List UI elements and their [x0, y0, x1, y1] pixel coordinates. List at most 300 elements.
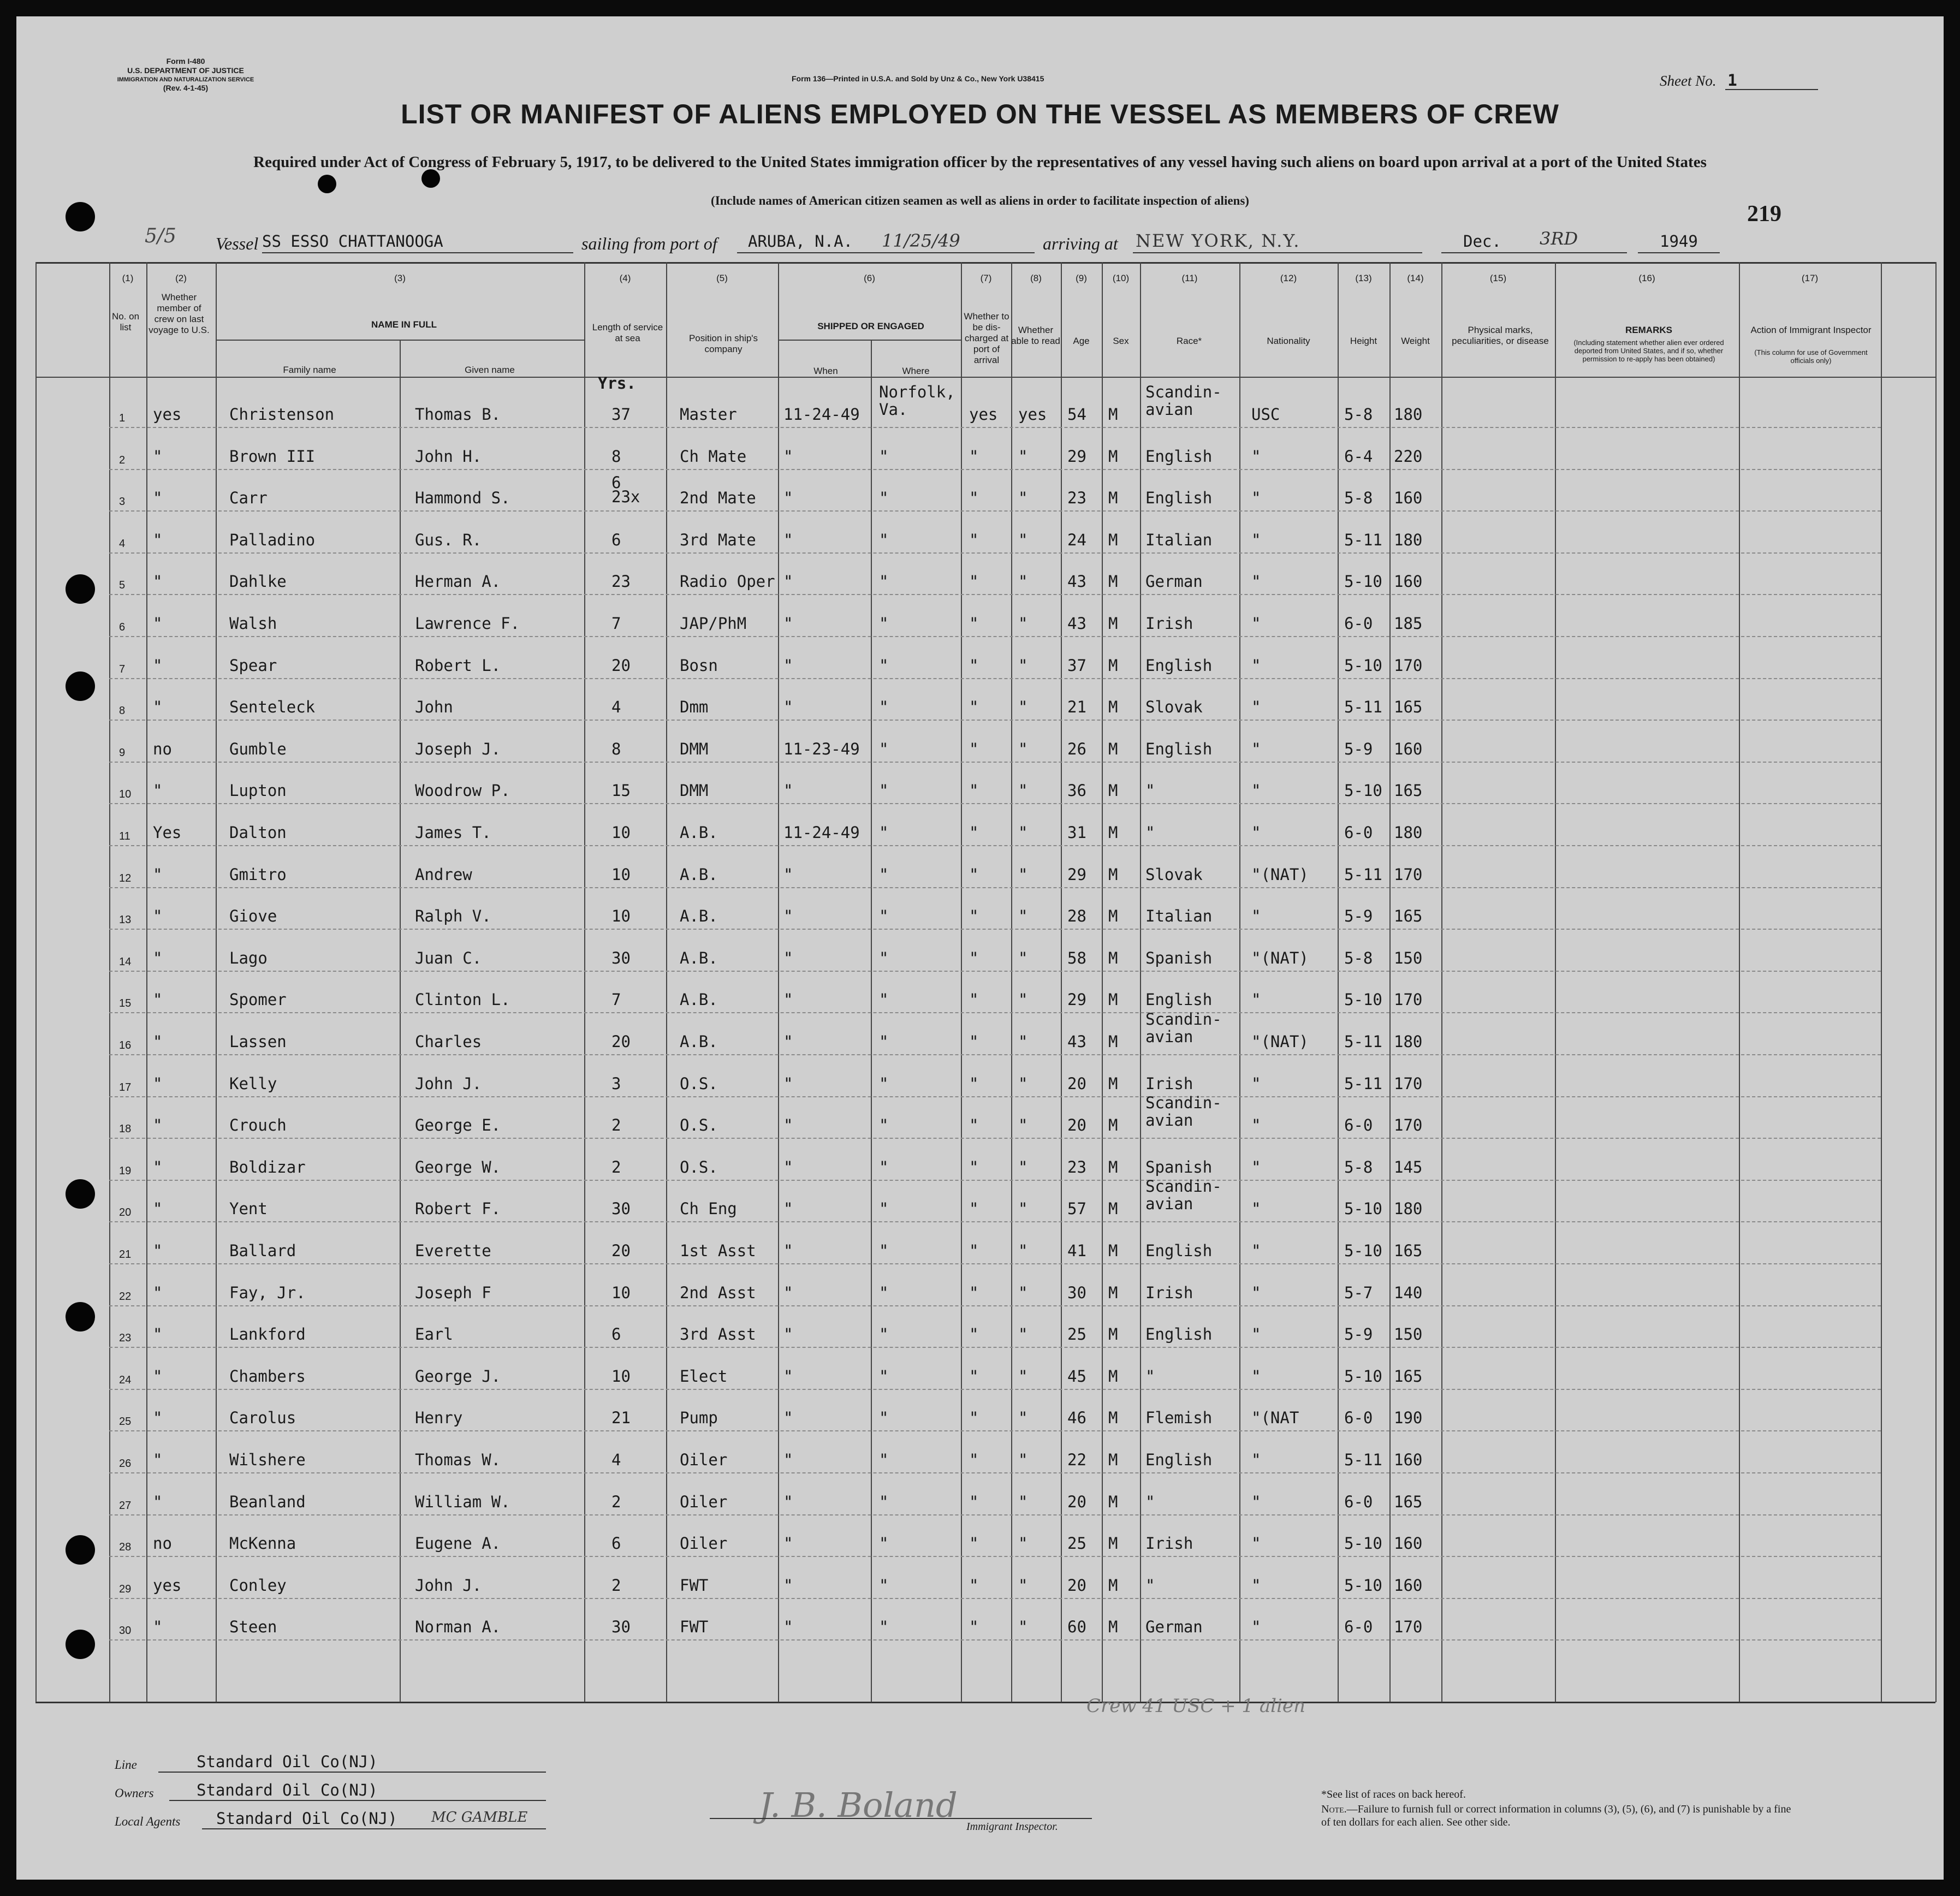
crew-given-name: Robert F.: [415, 1199, 501, 1219]
crew-sex: M: [1108, 1618, 1118, 1637]
crew-nationality: ": [1251, 739, 1261, 758]
row-rule: [109, 1012, 1881, 1013]
crew-age: 36: [1067, 781, 1086, 800]
fine-note: [1321, 1803, 1802, 1829]
crew-row-number: 7: [119, 663, 126, 675]
crew-service-years: 2: [611, 1157, 621, 1176]
crew-shipped-where: ": [879, 447, 889, 466]
crew-race: Slovak: [1145, 698, 1203, 717]
crew-service-years: 7: [611, 990, 621, 1009]
crew-nationality: ": [1251, 1492, 1261, 1511]
crew-age: 54: [1067, 405, 1086, 424]
crew-last-voyage: ": [153, 865, 163, 884]
crew-race: ": [1145, 1366, 1155, 1386]
crew-given-name: Earl: [415, 1325, 453, 1344]
when-header: When: [813, 366, 838, 376]
crew-shipped-where: ": [879, 1366, 889, 1386]
crew-weight: 160: [1394, 489, 1423, 508]
column-rule: [1011, 262, 1012, 1702]
crew-last-voyage: ": [153, 907, 163, 926]
crew-given-name: Hammond S.: [415, 489, 510, 508]
crew-race: Scandin- avian: [1145, 1093, 1222, 1130]
crew-last-voyage: ": [153, 1492, 163, 1511]
crew-able-to-read: ": [1018, 1199, 1028, 1219]
row-rule: [109, 594, 1881, 595]
crew-position: Pump: [680, 1408, 718, 1428]
crew-able-to-read: ": [1018, 572, 1028, 591]
arrival-day: 3RD: [1540, 228, 1578, 249]
crew-sex: M: [1108, 1408, 1118, 1428]
column-number: (7): [980, 273, 992, 283]
row-rule: [109, 1305, 1881, 1306]
crew-weight: 170: [1394, 1074, 1423, 1093]
crew-service-years: 20: [611, 656, 631, 675]
crew-position: Oiler: [680, 1534, 728, 1553]
crew-position: Elect: [680, 1366, 728, 1386]
crew-race: Spanish: [1145, 948, 1213, 967]
crew-able-to-read: ": [1018, 1032, 1028, 1051]
crew-given-name: William W.: [415, 1492, 510, 1511]
crew-weight: 170: [1394, 656, 1423, 675]
crew-shipped-where: ": [879, 1241, 889, 1260]
crew-nationality: ": [1251, 530, 1261, 549]
crew-family-name: Lankford: [229, 1325, 306, 1344]
crew-given-name: Juan C.: [415, 948, 482, 967]
crew-shipped-when: ": [783, 1492, 793, 1511]
row-rule: [109, 510, 1881, 512]
crew-nationality: ": [1251, 447, 1261, 466]
crew-able-to-read: ": [1018, 781, 1028, 800]
crew-shipped-when: 11-24-49: [783, 405, 860, 424]
crew-able-to-read: ": [1018, 698, 1028, 717]
years-unit: Yrs.: [598, 374, 636, 393]
crew-age: 29: [1067, 865, 1086, 884]
col14-header: Weight: [1401, 336, 1430, 346]
arriving-port: NEW YORK, N.Y.: [1136, 230, 1300, 251]
col12-header: Nationality: [1267, 336, 1310, 346]
crew-weight: 170: [1394, 1618, 1423, 1637]
crew-discharged: ": [969, 1325, 979, 1344]
crew-family-name: Spear: [229, 656, 277, 675]
crew-last-voyage: ": [153, 1325, 163, 1344]
crew-position: A.B.: [680, 1032, 718, 1051]
crew-row-number: 17: [119, 1081, 132, 1093]
crew-nationality: ": [1251, 781, 1261, 800]
crew-weight: 180: [1394, 1199, 1423, 1219]
crew-shipped-where: ": [879, 614, 889, 633]
crew-shipped-when: ": [783, 1325, 793, 1344]
crew-nationality: ": [1251, 1116, 1261, 1135]
row-rule: [109, 803, 1881, 804]
crew-position: DMM: [680, 781, 709, 800]
crew-service-years: 21: [611, 1408, 631, 1428]
crew-last-voyage: ": [153, 489, 163, 508]
crew-service-years: 10: [611, 907, 631, 926]
column-rule: [961, 262, 962, 1702]
row-rule: [109, 720, 1881, 721]
crew-height: 6-0: [1344, 1116, 1373, 1135]
crew-weight: 145: [1394, 1157, 1423, 1176]
row-rule: [109, 1138, 1881, 1139]
crew-given-name: Charles: [415, 1032, 482, 1051]
crew-age: 43: [1067, 1032, 1086, 1051]
crew-weight: 180: [1394, 1032, 1423, 1051]
crew-able-to-read: ": [1018, 1451, 1028, 1469]
col17-note: (This column for use of Government officials only): [1754, 348, 1868, 365]
crew-age: 20: [1067, 1074, 1086, 1093]
crew-family-name: Spomer: [229, 990, 287, 1009]
crew-race: ": [1145, 781, 1155, 800]
row-rule: [109, 552, 1881, 554]
crew-sex: M: [1108, 1157, 1118, 1176]
where-header: Where: [902, 366, 930, 376]
crew-age: 21: [1067, 698, 1086, 717]
crew-height: 5-10: [1344, 656, 1382, 675]
crew-nationality: "(NAT): [1251, 948, 1309, 967]
crew-position: Dmm: [680, 698, 709, 717]
crew-nationality: USC: [1251, 405, 1280, 424]
crew-row-number: 21: [119, 1249, 132, 1261]
row-rule: [109, 971, 1881, 972]
sailing-port: ARUBA, N.A.: [748, 232, 853, 251]
crew-row-number: 14: [119, 955, 132, 968]
crew-weight: 170: [1394, 1116, 1423, 1135]
crew-row-number: 16: [119, 1039, 132, 1051]
crew-weight: 160: [1394, 572, 1423, 591]
column-rule: [400, 340, 401, 1702]
crew-height: 5-11: [1344, 1074, 1382, 1093]
crew-race: ": [1145, 1576, 1155, 1595]
line-label: Line: [115, 1758, 137, 1772]
crew-discharged: ": [969, 447, 979, 466]
column-rule: [216, 262, 217, 1702]
sailing-date: 11/25/49: [882, 230, 960, 251]
crew-service-years: 6 23x: [611, 473, 640, 507]
crew-discharged: ": [969, 1032, 979, 1051]
crew-race: Slovak: [1145, 865, 1203, 884]
crew-row-number: 22: [119, 1290, 132, 1303]
col5-header: Position in ship's company: [688, 333, 758, 354]
crew-shipped-when: ": [783, 1408, 793, 1428]
crew-sex: M: [1108, 1534, 1118, 1553]
crew-row-number: 28: [119, 1541, 132, 1554]
crew-height: 5-10: [1344, 1576, 1382, 1595]
crew-position: Radio Oper: [680, 572, 775, 591]
crew-weight: 160: [1394, 1576, 1423, 1595]
crew-last-voyage: no: [153, 1534, 172, 1553]
crew-weight: 150: [1394, 948, 1423, 967]
corner-mark: 5/5: [145, 225, 176, 247]
crew-row-number: 24: [119, 1374, 132, 1386]
column-rule: [1881, 262, 1882, 1702]
crew-shipped-where: ": [879, 1199, 889, 1219]
crew-position: 1st Asst: [680, 1241, 756, 1260]
column-rule: [666, 262, 667, 1702]
crew-shipped-when: ": [783, 1116, 793, 1135]
crew-shipped-where: ": [879, 1325, 889, 1344]
crew-nationality: ": [1251, 1618, 1261, 1637]
crew-discharged: ": [969, 948, 979, 967]
column-rule: [109, 262, 110, 1702]
crew-shipped-when: ": [783, 781, 793, 800]
crew-nationality: "(NAT): [1251, 865, 1309, 884]
crew-nationality: ": [1251, 614, 1261, 633]
crew-race: German: [1145, 1618, 1203, 1637]
crew-race: German: [1145, 572, 1203, 591]
crew-service-years: 2: [611, 1576, 621, 1595]
column-number: (3): [394, 273, 406, 283]
crew-weight: 160: [1394, 739, 1423, 758]
crew-nationality: ": [1251, 572, 1261, 591]
crew-last-voyage: ": [153, 1366, 163, 1386]
crew-sex: M: [1108, 1074, 1118, 1093]
crew-race: Italian: [1145, 530, 1213, 549]
crew-last-voyage: ": [153, 530, 163, 549]
col17-header: Action of Immigrant Inspector: [1750, 325, 1872, 335]
crew-able-to-read: ": [1018, 1366, 1028, 1386]
column-number: (4): [619, 273, 631, 283]
column-number: (13): [1355, 273, 1372, 283]
crew-race: Scandin- avian: [1145, 383, 1222, 419]
row-rule: [109, 1639, 1881, 1641]
row-rule: [109, 1263, 1881, 1264]
crew-row-number: 11: [119, 830, 130, 842]
crew-service-years: 6: [611, 1534, 621, 1553]
crew-age: 41: [1067, 1241, 1086, 1260]
col11-header: Race*: [1176, 336, 1202, 346]
crew-row-number: 27: [119, 1499, 132, 1512]
crew-height: 6-0: [1344, 1408, 1373, 1428]
crew-position: 3rd Asst: [680, 1325, 756, 1344]
crew-position: FWT: [680, 1618, 709, 1637]
column-number: (14): [1407, 273, 1424, 283]
crew-row-number: 23: [119, 1332, 132, 1345]
manifest-sheet: [16, 16, 1944, 1880]
crew-discharged: ": [969, 572, 979, 591]
crew-given-name: George W.: [415, 1157, 501, 1176]
crew-count-annotation: Crew 41 USC + 1 alien: [1086, 1695, 1305, 1717]
crew-family-name: Gumble: [229, 739, 287, 758]
crew-last-voyage: ": [153, 1408, 163, 1428]
crew-shipped-when: ": [783, 1366, 793, 1386]
crew-position: FWT: [680, 1576, 709, 1595]
crew-weight: 165: [1394, 907, 1423, 926]
crew-able-to-read: ": [1018, 1241, 1028, 1260]
crew-position: A.B.: [680, 823, 718, 842]
column-number: (8): [1030, 273, 1042, 283]
stamp-number: 219: [1747, 201, 1781, 227]
crew-weight: 160: [1394, 1451, 1423, 1469]
crew-age: 45: [1067, 1366, 1086, 1386]
crew-discharged: ": [969, 1199, 979, 1219]
crew-shipped-where: ": [879, 698, 889, 717]
crew-able-to-read: ": [1018, 1492, 1028, 1511]
crew-last-voyage: ": [153, 781, 163, 800]
crew-family-name: Chambers: [229, 1366, 306, 1386]
vessel-label: Vessel: [216, 234, 259, 253]
crew-sex: M: [1108, 739, 1118, 758]
crew-service-years: 2: [611, 1116, 621, 1135]
crew-row-number: 2: [119, 454, 126, 466]
crew-height: 6-4: [1344, 447, 1373, 466]
crew-nationality: ": [1251, 1074, 1261, 1093]
crew-height: 5-11: [1344, 1451, 1382, 1469]
crew-family-name: Ballard: [229, 1241, 296, 1260]
crew-height: 5-11: [1344, 698, 1382, 717]
crew-discharged: ": [969, 1451, 979, 1469]
row-rule: [109, 845, 1881, 846]
crew-service-years: 7: [611, 614, 621, 633]
crew-position: Ch Eng: [680, 1199, 737, 1219]
crew-race: ": [1145, 1492, 1155, 1511]
sheet-number: [1660, 71, 1737, 90]
crew-race: English: [1145, 1241, 1213, 1260]
crew-shipped-when: ": [783, 489, 793, 508]
crew-given-name: Woodrow P.: [415, 781, 510, 800]
crew-shipped-when: ": [783, 1451, 793, 1469]
column-rule: [1338, 262, 1339, 1702]
crew-family-name: McKenna: [229, 1534, 296, 1553]
crew-height: 5-10: [1344, 781, 1382, 800]
inspector-signature: J. B. Boland: [759, 1785, 958, 1825]
crew-nationality: ": [1251, 1576, 1261, 1595]
crew-height: 5-11: [1344, 865, 1382, 884]
crew-position: A.B.: [680, 948, 718, 967]
crew-race: Italian: [1145, 907, 1213, 926]
sheet-label: Sheet No.: [1660, 73, 1717, 89]
crew-given-name: John: [415, 698, 453, 717]
crew-able-to-read: ": [1018, 447, 1028, 466]
crew-weight: 165: [1394, 1492, 1423, 1511]
crew-sex: M: [1108, 405, 1118, 424]
crew-weight: 165: [1394, 781, 1423, 800]
crew-shipped-when: ": [783, 1534, 793, 1553]
crew-shipped-where: ": [879, 1451, 889, 1469]
crew-position: 2nd Asst: [680, 1283, 756, 1302]
crew-family-name: Dalton: [229, 823, 287, 842]
crew-discharged: ": [969, 656, 979, 675]
crew-discharged: ": [969, 823, 979, 842]
column-number: (1): [122, 273, 134, 283]
column-number: (12): [1280, 273, 1297, 283]
column-number: (10): [1112, 273, 1130, 283]
crew-given-name: John J.: [415, 1074, 482, 1093]
crew-discharged: ": [969, 1618, 979, 1637]
crew-able-to-read: ": [1018, 1074, 1028, 1093]
crew-able-to-read: ": [1018, 1408, 1028, 1428]
crew-last-voyage: ": [153, 1283, 163, 1302]
crew-discharged: ": [969, 739, 979, 758]
crew-nationality: ": [1251, 1534, 1261, 1553]
crew-last-voyage: ": [153, 1032, 163, 1051]
crew-nationality: "(NAT): [1251, 1032, 1309, 1051]
crew-race: Spanish: [1145, 1157, 1213, 1176]
crew-sex: M: [1108, 1199, 1118, 1219]
crew-last-voyage: ": [153, 1116, 163, 1135]
crew-sex: M: [1108, 907, 1118, 926]
row-rule: [109, 1096, 1881, 1097]
crew-last-voyage: yes: [153, 405, 182, 424]
crew-weight: 170: [1394, 990, 1423, 1009]
crew-nationality: ": [1251, 1157, 1261, 1176]
crew-shipped-when: ": [783, 656, 793, 675]
crew-age: 20: [1067, 1492, 1086, 1511]
crew-able-to-read: ": [1018, 489, 1028, 508]
crew-position: Ch Mate: [680, 447, 747, 466]
agency-line: U.S. DEPARTMENT OF JUSTICE: [127, 66, 244, 75]
crew-given-name: Norman A.: [415, 1618, 501, 1637]
row-rule: [109, 1389, 1881, 1390]
crew-nationality: ": [1251, 1325, 1261, 1344]
crew-sex: M: [1108, 614, 1118, 633]
crew-row-number: 5: [119, 579, 126, 592]
crew-shipped-where: ": [879, 948, 889, 967]
inspector-label: Immigrant Inspector.: [966, 1821, 1058, 1833]
crew-shipped-when: ": [783, 907, 793, 926]
col6-header: SHIPPED OR ENGAGED: [817, 321, 924, 331]
column-rule: [1102, 262, 1103, 1702]
crew-given-name: George J.: [415, 1366, 501, 1386]
column-number: (17): [1801, 273, 1819, 283]
crew-shipped-where: ": [879, 1032, 889, 1051]
crew-family-name: Senteleck: [229, 698, 316, 717]
crew-height: 5-7: [1344, 1283, 1373, 1302]
crew-service-years: 8: [611, 739, 621, 758]
crew-shipped-where: ": [879, 572, 889, 591]
punch-hole: [66, 574, 95, 604]
crew-nationality: ": [1251, 698, 1261, 717]
crew-height: 5-10: [1344, 1366, 1382, 1386]
col9-header: Age: [1073, 336, 1090, 346]
crew-able-to-read: ": [1018, 1283, 1028, 1302]
crew-nationality: ": [1251, 990, 1261, 1009]
crew-nationality: ": [1251, 1241, 1261, 1260]
crew-row-number: 12: [119, 872, 132, 884]
crew-given-name: Ralph V.: [415, 907, 491, 926]
crew-given-name: Robert L.: [415, 656, 501, 675]
crew-sex: M: [1108, 489, 1118, 508]
crew-height: 5-10: [1344, 990, 1382, 1009]
crew-able-to-read: ": [1018, 1157, 1028, 1176]
col10-header: Sex: [1113, 336, 1129, 346]
crew-able-to-read: ": [1018, 948, 1028, 967]
crew-weight: 185: [1394, 614, 1423, 633]
crew-shipped-when: ": [783, 1199, 793, 1219]
crew-weight: 170: [1394, 865, 1423, 884]
crew-position: A.B.: [680, 865, 718, 884]
crew-family-name: Carr: [229, 489, 268, 508]
crew-position: Oiler: [680, 1492, 728, 1511]
page-title: LIST OR MANIFEST OF ALIENS EMPLOYED ON THE VESSEL AS MEMBERS OF CREW: [401, 99, 1559, 129]
crew-family-name: Boldizar: [229, 1157, 306, 1176]
crew-age: 31: [1067, 823, 1086, 842]
crew-row-number: 26: [119, 1458, 132, 1470]
column-rule: [1061, 262, 1062, 1702]
column-rule: [584, 262, 585, 1702]
crew-last-voyage: ": [153, 948, 163, 967]
crew-height: 6-0: [1344, 823, 1373, 842]
crew-service-years: 4: [611, 698, 621, 717]
crew-age: 46: [1067, 1408, 1086, 1428]
crew-age: 43: [1067, 614, 1086, 633]
crew-race: English: [1145, 990, 1213, 1009]
crew-last-voyage: ": [153, 572, 163, 591]
crew-last-voyage: ": [153, 656, 163, 675]
crew-position: A.B.: [680, 990, 718, 1009]
column-number: (9): [1076, 273, 1087, 283]
crew-service-years: 6: [611, 530, 621, 549]
crew-nationality: ": [1251, 656, 1261, 675]
